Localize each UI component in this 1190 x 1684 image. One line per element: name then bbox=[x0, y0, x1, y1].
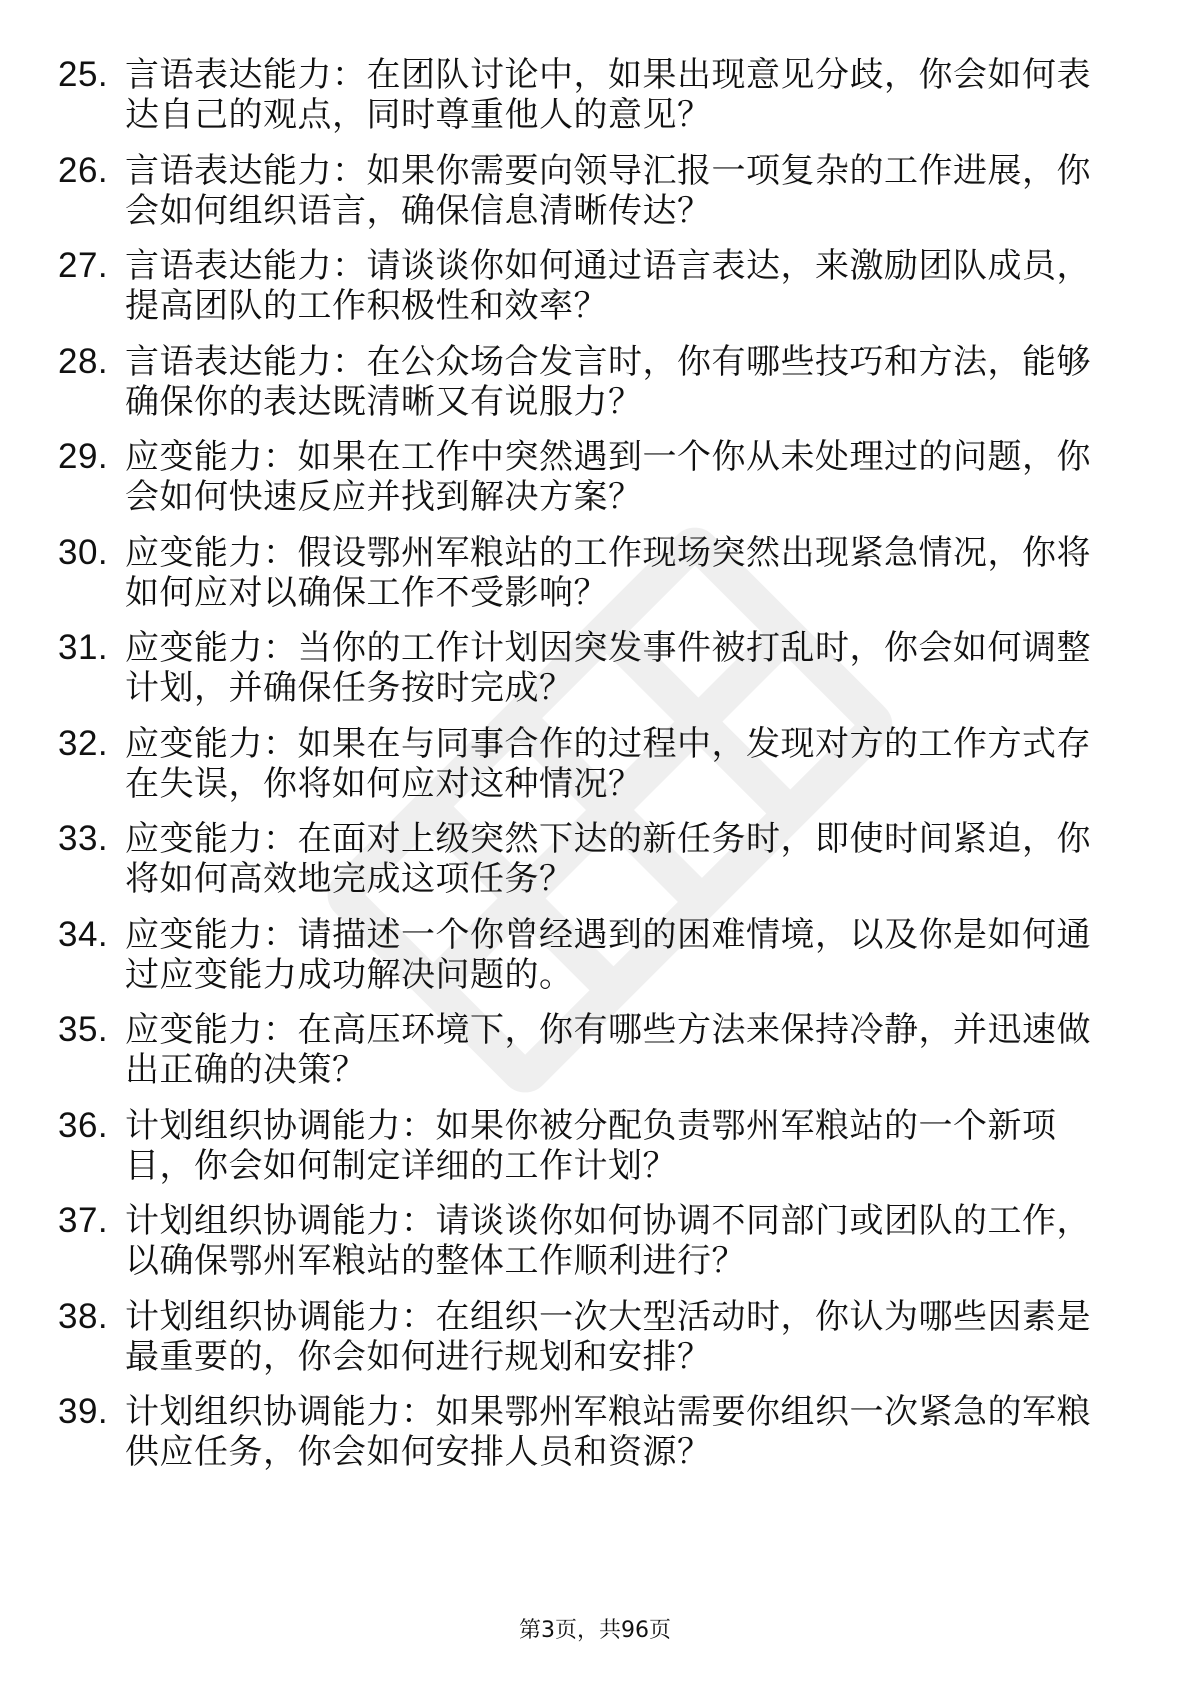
question-item bbox=[58, 151, 1108, 231]
question-item bbox=[58, 1392, 1108, 1472]
question-text: 应变能力：当你的工作计划因突发事件被打乱时，你会如何调整计划，并确保任务按时完成？ bbox=[125, 628, 1091, 708]
question-item bbox=[58, 1010, 1108, 1090]
question-item bbox=[58, 533, 1108, 613]
question-text: 应变能力：如果在与同事合作的过程中，发现对方的工作方式存在失误，你将如何应对这种情况？ bbox=[125, 723, 1091, 804]
question-text: 计划组织协调能力：如果鄂州军粮站需要你组织一次紧急的军粮供应任务，你会如何安排人员和资源？ bbox=[125, 1392, 1091, 1472]
question-item bbox=[58, 1106, 1108, 1186]
question-item bbox=[58, 1201, 1108, 1281]
question-number: 29. bbox=[58, 437, 109, 476]
question-text: 言语表达能力：请谈谈你如何通过语言表达，来激励团队成员，提高团队的工作积极性和效率？ bbox=[125, 246, 1091, 326]
question-number: 31. bbox=[58, 628, 109, 667]
question-number: 33. bbox=[58, 819, 109, 858]
question-text: 应变能力：在高压环境下，你有哪些方法来保持冷静，并迅速做出正确的决策？ bbox=[125, 1010, 1091, 1090]
question-number: 39. bbox=[58, 1392, 109, 1431]
question-number: 25. bbox=[58, 55, 109, 94]
question-number: 26. bbox=[58, 150, 109, 190]
question-text: 应变能力：如果在工作中突然遇到一个你从未处理过的问题，你会如何快速反应并找到解决方案？ bbox=[125, 437, 1091, 517]
question-text: 计划组织协调能力：在组织一次大型活动时，你认为哪些因素是最重要的，你会如何进行规划和安排？ bbox=[125, 1296, 1091, 1377]
question-text: 计划组织协调能力：请谈谈你如何协调不同部门或团队的工作，以确保鄂州军粮站的整体工作顺利进行？ bbox=[125, 1201, 1091, 1281]
question-item bbox=[58, 437, 1108, 517]
question-number: 37. bbox=[58, 1201, 109, 1240]
question-list bbox=[58, 55, 1108, 1488]
question-number: 32. bbox=[58, 723, 109, 763]
page-footer bbox=[0, 1618, 1190, 1644]
question-number: 35. bbox=[58, 1010, 109, 1049]
question-item bbox=[58, 628, 1108, 708]
question-item bbox=[58, 915, 1108, 995]
question-number: 34. bbox=[58, 914, 109, 954]
question-item bbox=[58, 1297, 1108, 1377]
question-item bbox=[58, 724, 1108, 804]
question-item bbox=[58, 819, 1108, 899]
question-item bbox=[58, 342, 1108, 422]
question-text: 应变能力：请描述一个你曾经遇到的困难情境，以及你是如何通过应变能力成功解决问题的。 bbox=[125, 914, 1091, 995]
question-number: 36. bbox=[58, 1105, 109, 1145]
question-text: 计划组织协调能力：如果你被分配负责鄂州军粮站的一个新项目，你会如何制定详细的工作计划？ bbox=[125, 1105, 1057, 1186]
question-text: 言语表达能力：在团队讨论中，如果出现意见分歧，你会如何表达自己的观点，同时尊重他人的意见？ bbox=[125, 55, 1091, 135]
page-number-label: 第3页，共96页 bbox=[519, 1618, 671, 1643]
question-text: 应变能力：在面对上级突然下达的新任务时，即使时间紧迫，你将如何高效地完成这项任务？ bbox=[125, 819, 1091, 899]
question-item bbox=[58, 55, 1108, 135]
question-number: 28. bbox=[58, 341, 109, 381]
question-number: 30. bbox=[58, 532, 109, 572]
question-text: 应变能力：假设鄂州军粮站的工作现场突然出现紧急情况，你将如何应对以确保工作不受影响？ bbox=[125, 532, 1091, 613]
question-text: 言语表达能力：如果你需要向领导汇报一项复杂的工作进展，你会如何组织语言，确保信息清晰传达？ bbox=[125, 150, 1091, 231]
question-number: 27. bbox=[58, 246, 109, 285]
question-text: 言语表达能力：在公众场合发言时，你有哪些技巧和方法，能够确保你的表达既清晰又有说服力？ bbox=[125, 341, 1091, 422]
question-number: 38. bbox=[58, 1296, 109, 1336]
question-item bbox=[58, 246, 1108, 326]
